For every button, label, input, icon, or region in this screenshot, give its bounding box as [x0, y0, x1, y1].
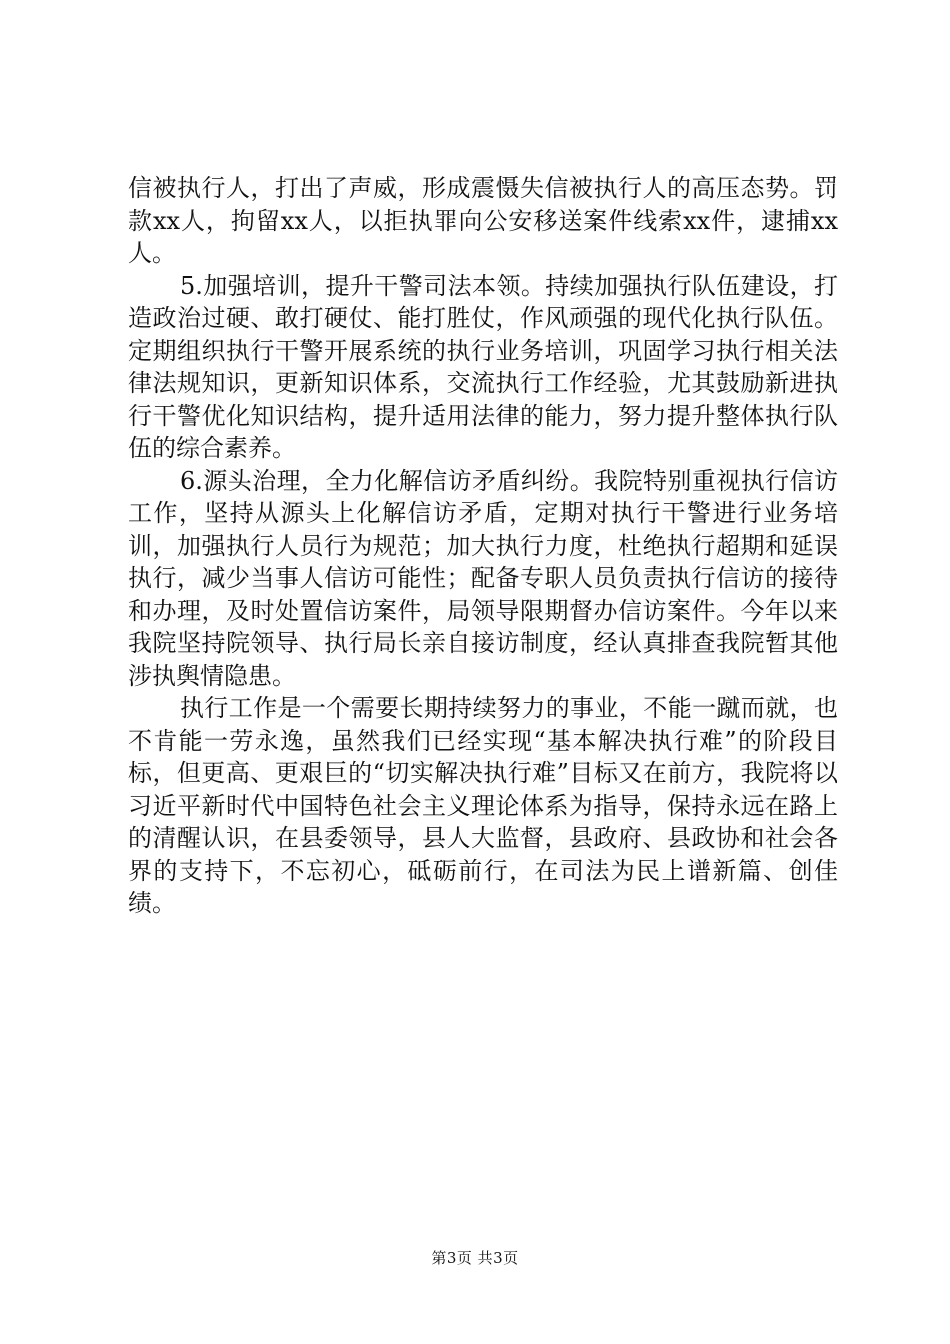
paragraph-training: 5.加强培训，提升干警司法本领。持续加强执行队伍建设，打造政治过硬、敢打硬仗、能打胜仗，作风顽强的现代化执行队伍。定期组织执行干警开展系统的执行业务培训，巩固学习执行相关法律法规知识，更新知识体系，交流执行工作经验，尤其鼓励新进执行干警优化知识结构，提升适用法律的能力，努力提升整体执行队伍的综合素养。 — [128, 271, 838, 462]
paragraph-continuation: 信被执行人，打出了声威，形成震慑失信被执行人的高压态势。罚款xx人，拘留xx人，以拒执罪向公安移送案件线索xx件，逮捕xx人。 — [128, 174, 838, 267]
document-body — [128, 172, 838, 920]
paragraph-petition: 6.源头治理，全力化解信访矛盾纠纷。我院特别重视执行信访工作，坚持从源头上化解信访矛盾，定期对执行干警进行业务培训，加强执行人员行为规范；加大执行力度，杜绝执行超期和延误执行，减少当事人信访可能性；配备专职人员负责执行信访的接待和办理，及时处置信访案件，局领导限期督办信访案件。今年以来我院坚持院领导、执行局长亲自接访制度，经认真排查我院暂其他涉执舆情隐患。 — [128, 466, 838, 690]
page-footer: 第3页 共3页 — [431, 1249, 519, 1267]
paragraph-conclusion: 执行工作是一个需要长期持续努力的事业，不能一蹴而就，也不肯能一劳永逸，虽然我们已经实现“基本解决执行难”的阶段目标，但更高、更艰巨的“切实解决执行难”目标又在前方，我院将以习近平新时代中国特色社会主义理论体系为指导，保持永远在路上的清醒认识，在县委领导，县人大监督，县政府、县政协和社会各界的支持下，不忘初心，砥砺前行，在司法为民上谱新篇、创佳绩。 — [128, 694, 838, 917]
